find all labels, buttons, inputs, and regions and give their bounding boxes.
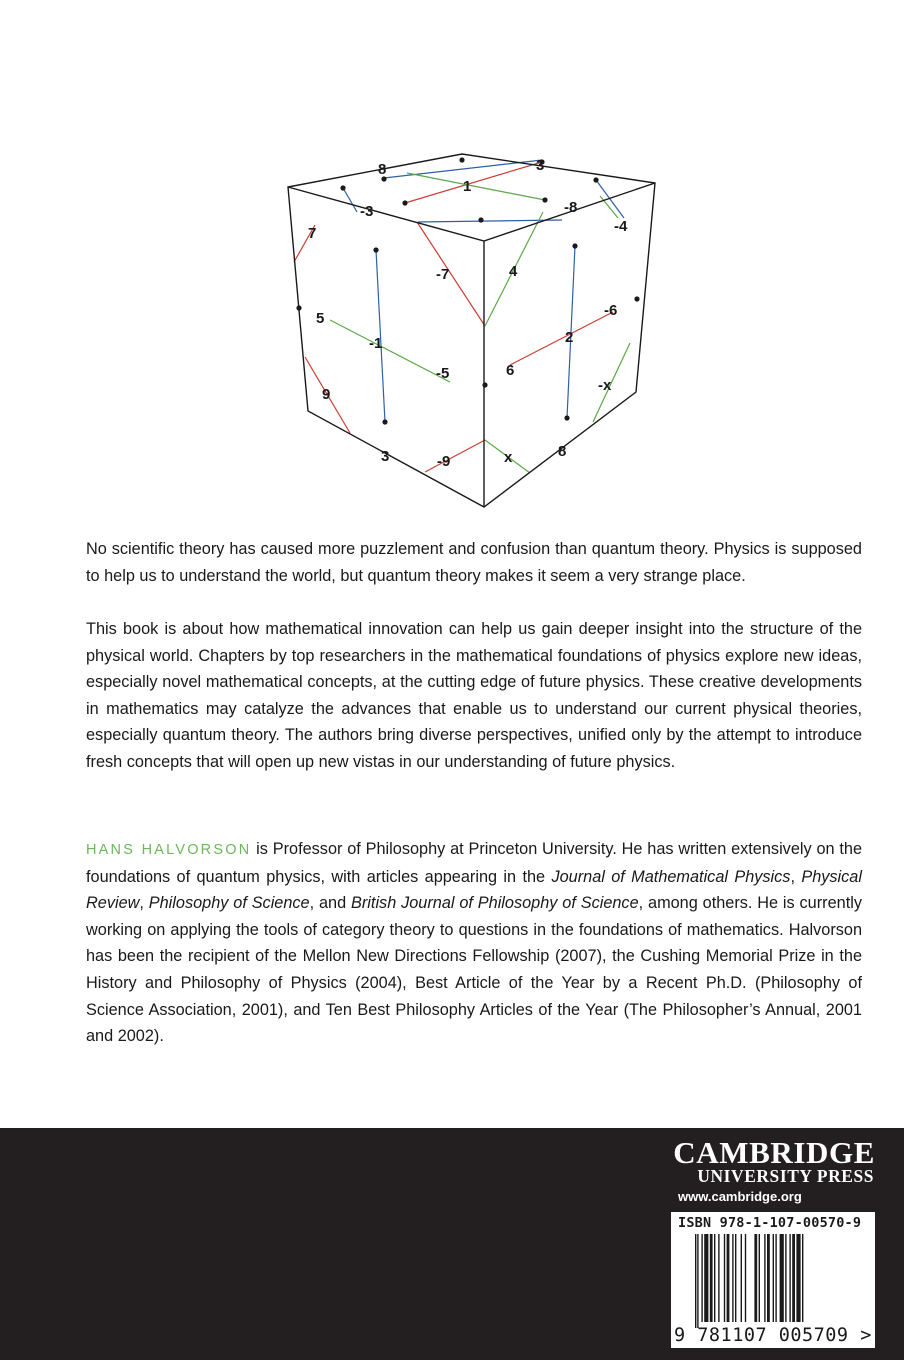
- publisher-url: www.cambridge.org: [678, 1189, 802, 1204]
- author-bio-text: , among others. He is currently working on applying the tools of category theory to questions in the foundations of mathematics. Halvorson has been the recipient of the Mellon New Directions Fellowship (2007), the Cushing Memorial Prize in the History and Philosophy of Physics (2004), Best Article of the Year by a Recent Ph.D. (Philosophy of Science Association, 2001), and Ten Best Philosophy Articles of the Year (The Philosopher’s Annual, 2001 and 2002).: [86, 894, 862, 1046]
- author-name: HANS HALVORSON: [86, 842, 252, 858]
- cube-label: 8: [378, 161, 387, 178]
- isbn-label: ISBN 978-1-107-00570-9: [678, 1215, 862, 1231]
- barcode-bar: [718, 1234, 719, 1322]
- author-bio-text: is Professor of Philosophy at Princeton University. He has written extensively on the foundations of quantum physics, with articles appearing in the: [86, 840, 862, 886]
- cube-line: [417, 222, 485, 326]
- barcode-bar: [710, 1234, 713, 1322]
- cube-line: [425, 440, 485, 472]
- barcode-bar: [732, 1234, 733, 1322]
- journal-title: Philosophy of Science: [148, 894, 310, 913]
- journal-title: British Journal of Philosophy of Science: [351, 894, 639, 913]
- cube-line: [510, 312, 613, 365]
- barcode-bar: [714, 1234, 715, 1322]
- cube-label: 3: [381, 448, 390, 465]
- barcode-bar: [785, 1234, 786, 1322]
- cube-label: 7: [308, 225, 317, 242]
- cube-label: 1: [463, 178, 472, 195]
- cube-label: 6: [506, 362, 515, 379]
- barcode-bar: [759, 1234, 760, 1322]
- cube-outline: [288, 154, 655, 507]
- publisher-footer: [0, 1128, 904, 1360]
- barcode-bar: [701, 1234, 702, 1322]
- ean-digits: 9 781107 005709 >: [674, 1325, 872, 1346]
- barcode-bar: [704, 1234, 708, 1322]
- barcode-bar: [764, 1234, 765, 1322]
- barcode-bar: [789, 1234, 790, 1322]
- cube-label: -7: [436, 266, 450, 283]
- cube-label: -4: [614, 218, 628, 235]
- cube-illustration: [0, 0, 904, 520]
- barcode-bar: [695, 1234, 696, 1328]
- barcode-bar: [735, 1234, 736, 1322]
- barcode-bar: [773, 1234, 774, 1322]
- barcode-bar: [802, 1234, 803, 1322]
- cube-label: 3: [536, 157, 545, 174]
- cube-label: 4: [509, 263, 518, 280]
- publisher-subtitle: UNIVERSITY PRESS: [697, 1166, 874, 1186]
- cube-label: x: [504, 449, 513, 466]
- cube-label: -8: [564, 199, 578, 216]
- barcode-bar: [754, 1234, 757, 1322]
- publisher-name: CAMBRIDGE: [673, 1135, 875, 1170]
- cube-line: [343, 188, 357, 212]
- barcode-bar: [745, 1234, 746, 1322]
- separator: ,: [139, 894, 149, 913]
- barcode-bar: [792, 1234, 795, 1322]
- cube-label: -6: [604, 302, 618, 319]
- cube-inner-edges: [288, 183, 655, 241]
- cube-line: [330, 320, 450, 382]
- author-bio: [86, 836, 862, 1050]
- barcode-bar: [796, 1234, 800, 1322]
- barcode-bar: [727, 1234, 730, 1322]
- barcode-bar: [780, 1234, 784, 1322]
- cube-label: 5: [316, 310, 325, 327]
- barcode-bar: [724, 1234, 725, 1322]
- cube-label: -3: [360, 203, 374, 220]
- cube-label: 8: [558, 443, 567, 460]
- cube-label: -1: [369, 335, 383, 352]
- cube-colored-lines: [294, 160, 630, 473]
- barcode-bar: [697, 1234, 698, 1328]
- blurb-paragraph-1: No scientific theory has caused more puzzlement and confusion than quantum theory. Physics is supposed to help us to understand the world, but quantum theory makes it seem a very strange place.: [86, 540, 862, 585]
- cube-label: -5: [436, 365, 450, 382]
- barcode-bar: [767, 1234, 770, 1322]
- journal-title: Journal of Mathematical Physics: [551, 867, 791, 886]
- cube-edges: [288, 154, 655, 507]
- cube-labels: [308, 157, 628, 470]
- separator: ,: [790, 867, 802, 886]
- cube-label: -x: [598, 377, 612, 394]
- journal-title: Physical Review: [86, 867, 862, 913]
- barcode-bar: [741, 1234, 742, 1322]
- cube-label: 2: [565, 329, 574, 346]
- blurb-paragraph-2: This book is about how mathematical innovation can help us gain deeper insight into the structure of the physical world. Chapters by top researchers in the mathematical foundations of physics explore new ideas, especially novel mathematical concepts, at the cutting edge of future physics. These creative developments in mathematics may catalyze the advances that enable us to understand our current physical theories, especially quantum theory. The authors bring diverse perspectives, unified only by the attempt to introduce fresh concepts that will open up new vistas in our understanding of future physics.: [86, 620, 862, 771]
- cube-label: -9: [437, 453, 451, 470]
- barcode-block: [671, 1212, 875, 1348]
- separator: , and: [309, 894, 352, 913]
- cube-label: 9: [322, 386, 331, 403]
- barcode-bar: [775, 1234, 776, 1322]
